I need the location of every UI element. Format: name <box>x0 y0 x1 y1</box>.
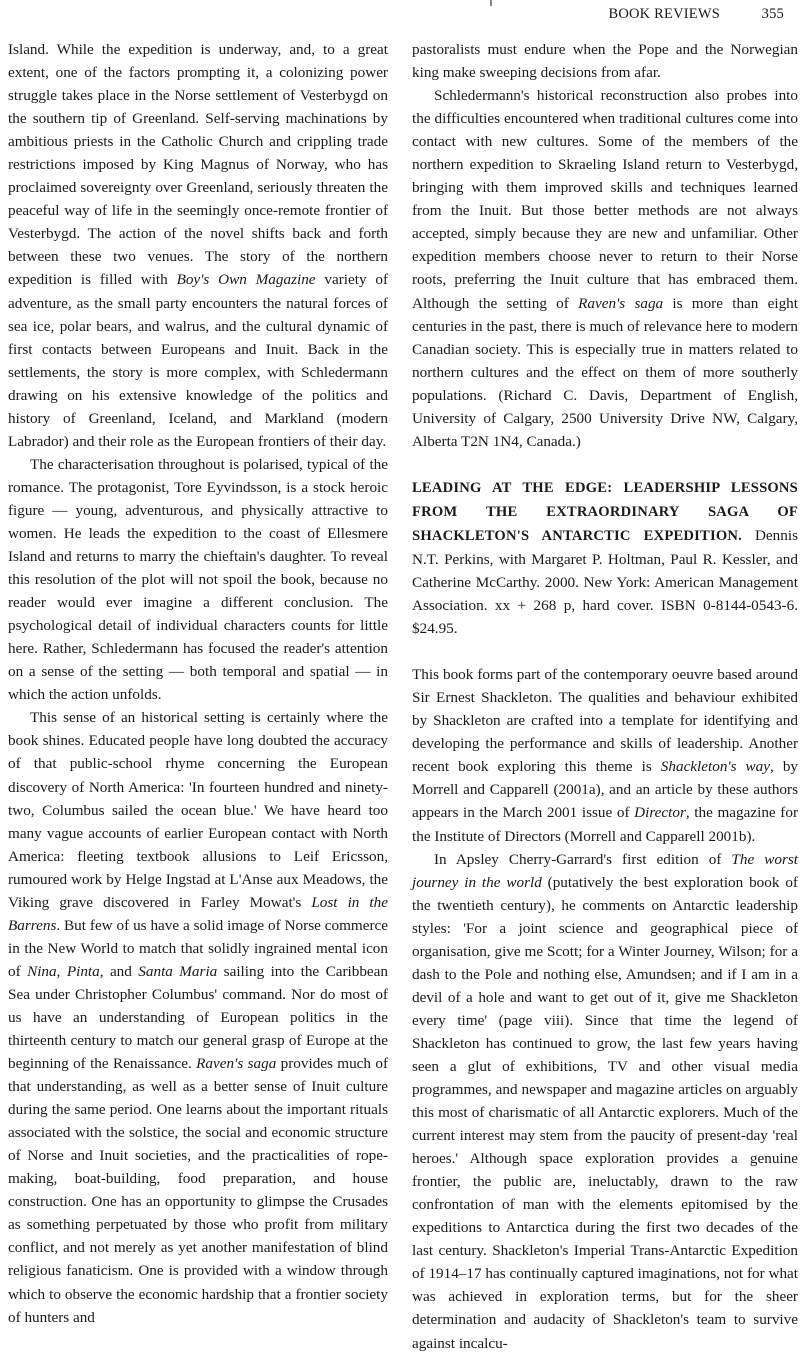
paragraph: In Apsley Cherry-Garrard's first edition of The worst journey in the world (putatively the best exploration book of the twentieth century), he comments on Antarctic leadership styles: 'For a joint science and geographical piece of organisation, give me Scott; for a Winter Journey, Wilson; for a dash to the Pole and nothing else, Amundsen; and if I am in a devil of a hole and want to get out of it, give me Shackleton every time' (page viii). Since that time the legend of Shackleton has continued to grow, the last few years having seen a glut of exhibitions, TV and other visual media programmes, and newspaper and magazine articles on arguably this most of charismatic of all Antarctic explorers. Much of the current interest may stem from the paucity of present-day 'real heroes.' Although space exploration provides a genuine frontier, the public are, ineluctably, drawn to the raw confrontation of man with the elements epitomised by the expeditions to Antarctica during the first two decades of the last century. Shackleton's Imperial Trans-Antarctic Expedition of 1914–17 has continually captured imaginations, not for what was achieved in exploration terms, but for the sheer determination and audacity of Shackleton's team to survive against incalcu- <box>412 850 798 1352</box>
paragraph: Schledermann's historical reconstruction also probes into the difficulties encountered when traditional cultures come into contact with new cultures. Some of the members of the northern expedition to Skraeling Island return to Vesterbygd, bringing with them improved skills and techniques learned from the Inuit. But those better methods are not always accepted, simply because they are new and unfamiliar. Other expedition members choose never to return to their Norse roots, preferring the Inuit culture that has embraced them. Although the setting of Raven's saga is more than eight centuries in the past, there is much of relevance here to modern Canadian society. This is especially true in matters related to northern cultures and the effect on them of more southerly populations. (Richard C. Davis, Department of English, University of Calgary, 2500 University Drive NW, Calgary, Alberta T2N 1N4, Canada.) <box>412 87 798 450</box>
running-head <box>0 6 790 30</box>
paragraph: This book forms part of the contemporary oeuvre based around Sir Ernest Shackleton. The qualities and behaviour exhibited by Shackleton are crafted into a template for identifying and developing the performance and skills of leadership. Another recent book exploring this theme is Shackleton's way, by Morrell and Capparell (2001a), and an article by these authors appears in the March 2001 issue of Director, the magazine for the Institute of Directors (Morrell and Capparell 2001b). <box>412 666 799 845</box>
paragraph: The characterisation throughout is polarised, typical of the romance. The protagonist, Tore Eyvindsson, is a stock heroic figure — young, adventurous, and physically attractive to women. He leads the expedition to the coast of Ellesmere Island and returns to marry the chieftain's daughter. To reveal this resolution of the plot will not spoil the book, because no reader would ever imagine a different conclusion. The psychological detail of individual characters counts for little here. Rather, Schledermann has focused the reader's attention on a sense of the setting — both temporal and spatial — in which the action unfolds. <box>8 455 388 704</box>
paragraph: This sense of an historical setting is certainly where the book shines. Educated people have long doubted the accuracy of that public-school rhyme concerning the European discovery of North America: 'In fourteen hundred and ninety-two, Columbus sailed the ocean blue.' We have heard too many vague accounts of earlier European contact with North America: fleeting textbook allusions to Leif Ericsson, rumoured work by Helge Ingstad at L'Anse aux Meadows, the Viking grave discovered in Farley Mowat's Lost in the Barrens. But few of us have a solid image of Norse commerce in the New World to match that solidly ingrained mental icon of Nina, Pinta, and Santa Maria sailing into the Caribbean Sea under Christopher Columbus' command. Nor do most of us have an understanding of European politics in the thirteenth century to match our general grasp of Europe at the beginning of the Renaissance. Raven's saga provides much of that understanding, as well as a better sense of Inuit culture during the same period. One learns about the important rituals associated with the solstice, the social and economic structure of Norse and Inuit societies, and the practicalities of rope-making, boat-building, food preparation, and house construction. One has an opportunity to glimpse the Crusades as something perpetuated by those who profit from military conflict, and not merely as yet another manifestation of blind religious fanaticism. One is provided with a window through which to observe the economic hardship that a frontier society of hunters and <box>8 709 389 1326</box>
review-header <box>412 476 798 640</box>
review-citation: Dennis N.T. Perkins, with Margaret P. Holtman, Paul R. Kessler, and Catherine McCarthy. 2000. New York: American Management Association. xx + 268 p, hard cover. ISBN 0-8144-0543-6. $24.95. <box>412 526 798 638</box>
section-title: BOOK REVIEWS <box>608 6 720 22</box>
paragraph: Island. While the expedition is underway, and, to a great extent, one of the factors prompting it, a colonizing power struggle takes place in the Norse settlement of Vesterbygd on the southern tip of Greenland. Self-serving machinations by ambitious priests in the Catholic Church and crippling trade restrictions imposed by King Magnus of Norway, who has proclaimed sovereignty over Greenland, seriously threaten the peaceful way of life in the seemingly once-remote frontier of Vesterbygd. The action of the novel shifts back and forth between these two venues. The story of the northern expedition is filled with Boy's Own Magazine variety of adventure, as the small party encounters the natural forces of sea ice, polar bears, and walrus, and the cultural dynamic of first contacts between Europeans and Inuit. Back in the settlements, the story is more complex, with Schledermann drawing on his extensive knowledge of the politics and history of Greenland, Iceland, and Markland (modern Labrador) and their role as the European frontiers of their day. <box>8 41 389 450</box>
paragraph: pastoralists must endure when the Pope and the Norwegian king make sweeping decisions from afar. <box>412 41 798 82</box>
right-column <box>412 38 799 1352</box>
left-column <box>8 38 389 1326</box>
page-number: 355 <box>761 6 784 22</box>
review-title: LEADING AT THE EDGE: LEADERSHIP LESSONS FROM THE EXTRAORDINARY SAGA OF SHACKLETON'S ANTARCTIC EXPEDITION. <box>412 479 798 544</box>
